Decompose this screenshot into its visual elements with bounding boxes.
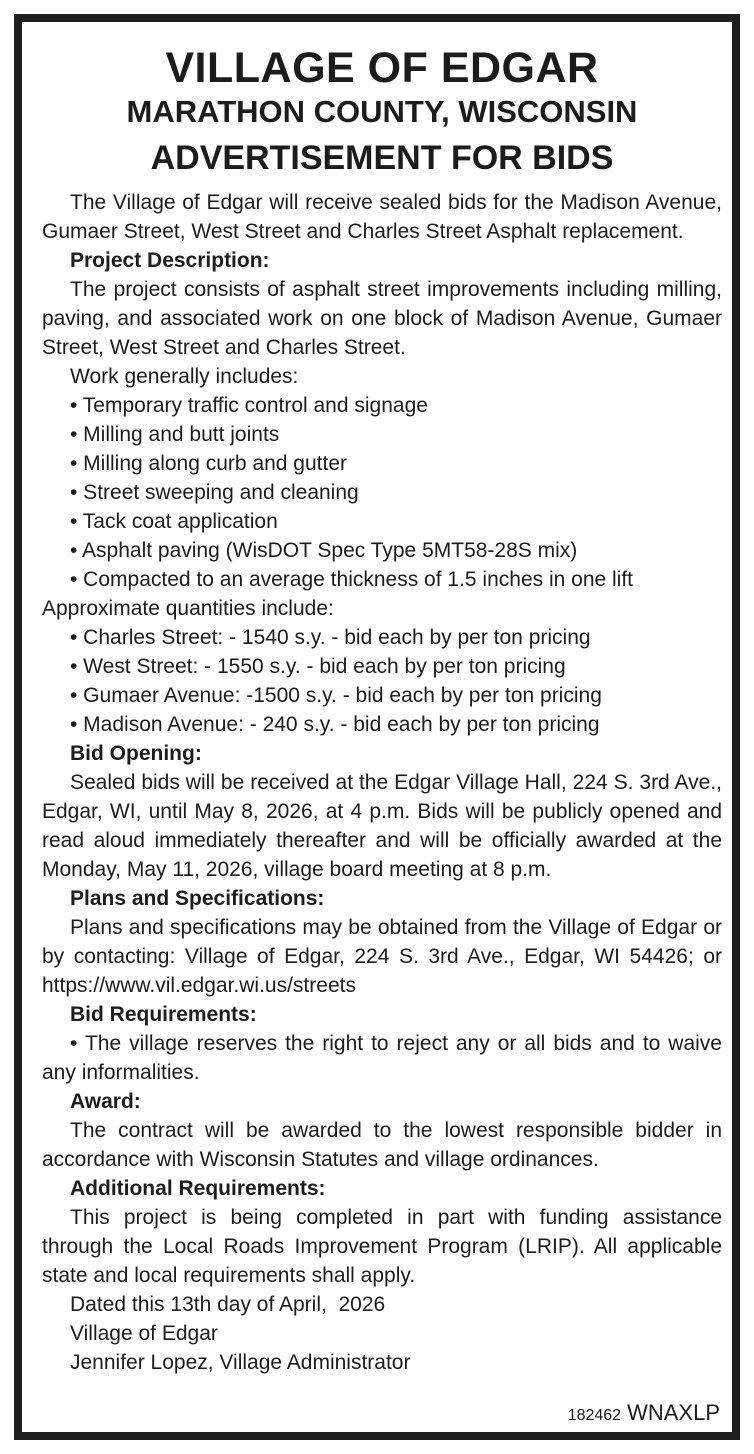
quantities-intro: Approximate quantities include: [42, 597, 334, 620]
plans-heading: Plans and Specifications: [70, 887, 325, 910]
ad-number: 182462 [567, 1407, 622, 1424]
ad-code: WNAXLP [627, 1400, 720, 1425]
work-item: • Milling along curb and gutter [70, 452, 348, 475]
project-description-heading: Project Description: [70, 249, 270, 272]
bid-requirements-heading: Bid Requirements: [70, 1003, 257, 1026]
signature-org: Village of Edgar [70, 1322, 218, 1345]
work-item: • Temporary traffic control and signage [70, 394, 428, 417]
work-item: • Asphalt paving (WisDOT Spec Type 5MT58-28S mix) [70, 539, 578, 562]
plans-text: Plans and specifications may be obtained from the Village of Edgar or by contacting: Village of Edgar, 224 S. 3rd Ave., Edgar, WI 54426; or https://www.vil.edgar.wi.us/streets [42, 916, 722, 997]
work-intro: Work generally includes: [70, 365, 299, 388]
additional-requirements-text: This project is being completed in part with funding assistance through the Local Roads Improvement Program (LRIP). All applicable state and local requirements shall apply. [42, 1206, 722, 1287]
quantity-item: • Gumaer Avenue: -1500 s.y. - bid each by per ton pricing [70, 684, 602, 707]
notice-body [42, 188, 722, 1377]
work-item: • Street sweeping and cleaning [70, 481, 359, 504]
notice-content [42, 44, 722, 1377]
work-item: • Milling and butt joints [70, 423, 280, 446]
work-item: • Tack coat application [70, 510, 278, 533]
project-description-text: The project consists of asphalt street improvements including milling, paving, and associated work on one block of Madison Avenue, Gumaer Street, West Street and Charles Street. [42, 278, 722, 359]
notice-county: MARATHON COUNTY, WISCONSIN [126, 94, 638, 129]
notice-title: VILLAGE OF EDGAR [165, 44, 599, 92]
notice-border [14, 14, 740, 1440]
quantity-item: • Charles Street: - 1540 s.y. - bid each by per ton pricing [70, 626, 591, 649]
signature-name: Jennifer Lopez, Village Administrator [70, 1351, 411, 1374]
additional-requirements-heading: Additional Requirements: [70, 1177, 326, 1200]
dated-line: Dated this 13th day of April, 2026 [70, 1293, 386, 1316]
award-text: The contract will be awarded to the lowest responsible bidder in accordance with Wisconsin Statutes and village ordinances. [42, 1119, 722, 1171]
bid-requirements-text: • The village reserves the right to reject any or all bids and to waive any informalities. [42, 1032, 722, 1084]
notice-type: ADVERTISEMENT FOR BIDS [150, 139, 614, 177]
bid-opening-heading: Bid Opening: [70, 742, 202, 765]
ad-footer [568, 1400, 720, 1426]
quantity-item: • Madison Avenue: - 240 s.y. - bid each by per ton pricing [70, 713, 600, 736]
quantity-item: • West Street: - 1550 s.y. - bid each by per ton pricing [70, 655, 566, 678]
bid-opening-text: Sealed bids will be received at the Edgar Village Hall, 224 S. 3rd Ave., Edgar, WI, until May 8, 2026, at 4 p.m. Bids will be publicly opened and read aloud immediately thereafter and will be officially awarded at the Monday, May 11, 2026, village board meeting at 8 p.m. [42, 771, 722, 881]
work-item: • Compacted to an average thickness of 1.5 inches in one lift [70, 568, 634, 591]
intro-paragraph: The Village of Edgar will receive sealed bids for the Madison Avenue, Gumaer Street, West Street and Charles Street Asphalt replacement. [42, 191, 722, 243]
award-heading: Award: [70, 1090, 141, 1113]
